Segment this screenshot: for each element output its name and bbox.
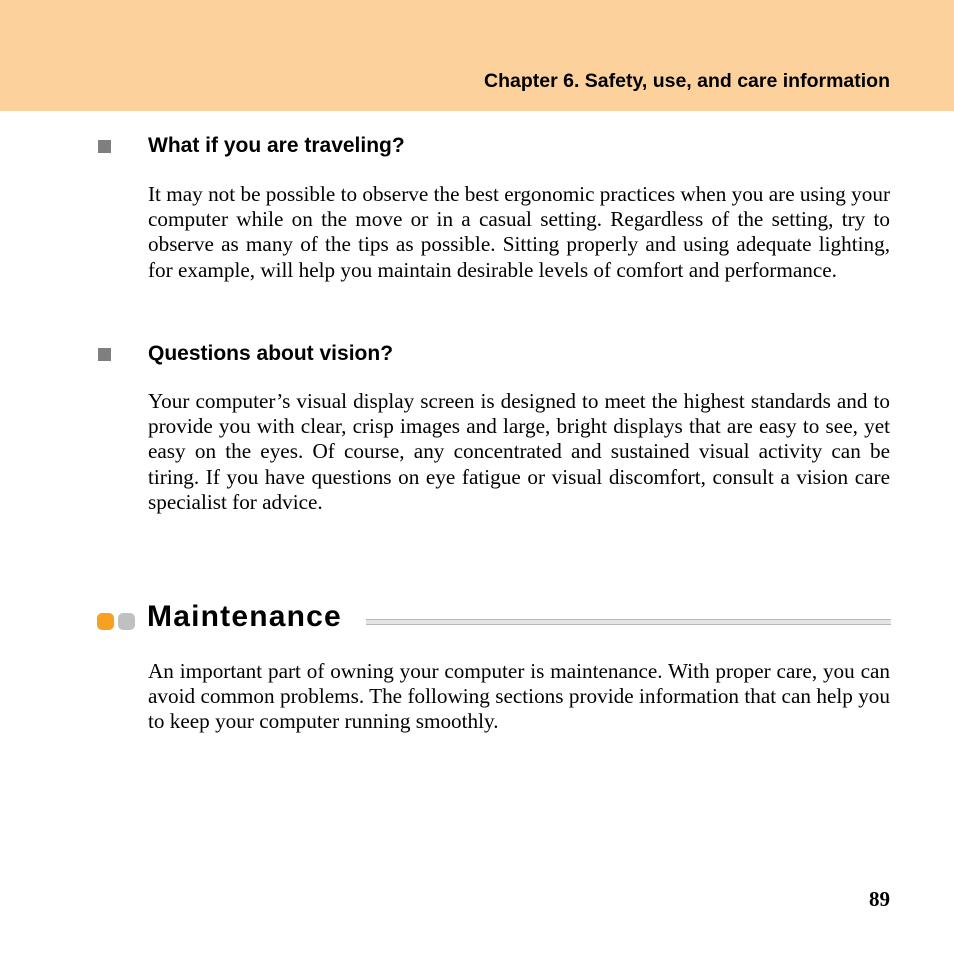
- header-band: [0, 0, 954, 111]
- square-bullet-icon: [98, 140, 111, 153]
- section-heading-traveling: What if you are traveling?: [148, 134, 405, 157]
- page-number: 89: [869, 887, 890, 911]
- square-bullet-icon: [98, 348, 111, 361]
- chapter-title: Chapter 6. Safety, use, and care information: [484, 70, 890, 92]
- maintenance-title: Maintenance: [147, 600, 342, 633]
- orange-dot-icon: [97, 613, 114, 630]
- maintenance-body: An important part of owning your computer is maintenance. With proper care, you can avoid common problems. The following sections provide information that can help you to keep your computer running smoothly.: [148, 659, 890, 734]
- section-heading-vision: Questions about vision?: [148, 342, 394, 365]
- section-body-vision: Your computer’s visual display screen is designed to meet the highest standards and to provide you with clear, crisp images and large, bright displays that are easy to see, yet easy on the eyes. Of course, any concentrated and sustained visual activity can be tiring. If you have questions on eye fatigue or visual discomfort, consult a vision care specialist for advice.: [148, 389, 890, 514]
- section-body-traveling: It may not be possible to observe the best ergonomic practices when you are using your computer while on the move or in a casual setting. Regardless of the setting, try to observe as many of the tips as possible. Sitting properly and using adequate lighting, for example, will help you maintain desirable levels of comfort and performance.: [148, 182, 890, 282]
- section-marker-icon: [97, 613, 137, 631]
- gray-dot-icon: [118, 613, 135, 630]
- heading-rule: [366, 619, 891, 625]
